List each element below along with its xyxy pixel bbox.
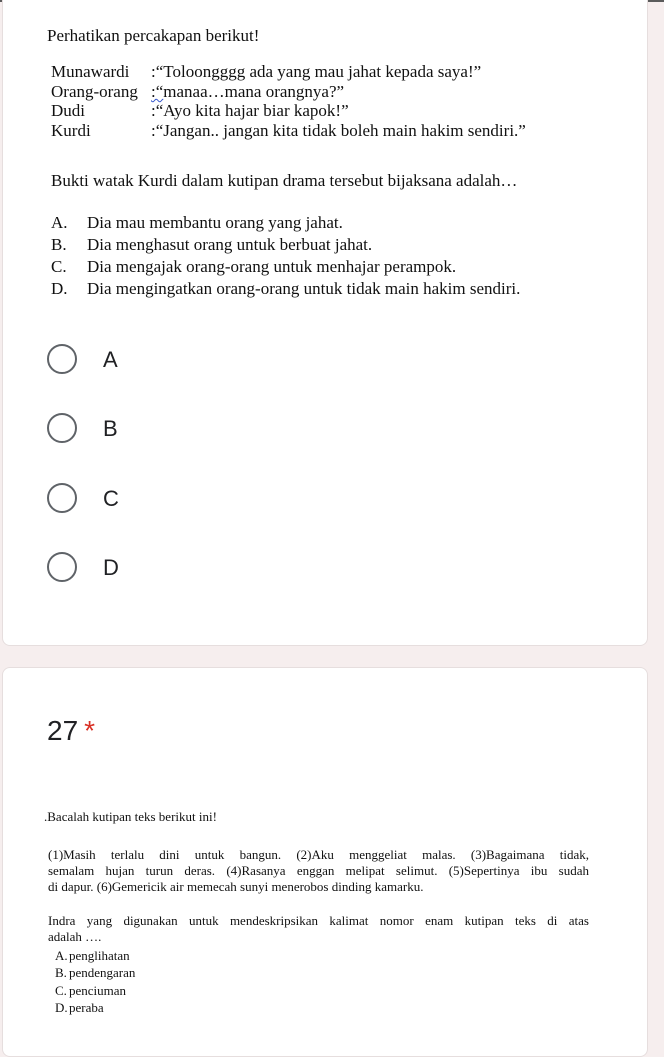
q26-question: Bukti watak Kurdi dalam kutipan drama tersebut bijaksana adalah… [51, 171, 518, 190]
q26-intro: Perhatikan percakapan berikut! [47, 26, 260, 45]
q27-passage-line-2: semalam hujan turun deras. (4)Rasanya enggan melipat selimut. (5)Sepertinya ibu sudah [48, 863, 589, 878]
dialog-speaker: Kurdi [51, 121, 91, 140]
radio-button-icon[interactable] [47, 552, 77, 582]
question-card-26 [2, 0, 648, 646]
q27-option-c: C. penciuman [55, 983, 127, 998]
q27-option-d: D.peraba [55, 1000, 104, 1015]
dialog-speech: :“Ayo kita hajar biar kapok!” [151, 101, 349, 120]
radio-choice-a[interactable] [47, 344, 247, 378]
dialog-speech: :“Jangan.. jangan kita tidak boleh main hakim sendiri.” [151, 121, 526, 140]
dialog-speech [151, 82, 344, 102]
radio-button-icon[interactable] [47, 413, 77, 443]
radio-choice-b[interactable] [47, 413, 247, 447]
q26-option-d: D. Dia mengingatkan orang-orang untuk tidak main hakim sendiri. [51, 279, 521, 298]
q26-option-b: B. Dia menghasut orang untuk berbuat jahat. [51, 235, 373, 254]
radio-choice-c[interactable] [47, 483, 247, 517]
dialog-speech: :“Toloongggg ada yang mau jahat kepada saya!” [151, 62, 482, 81]
dialog-speaker: Orang-orang [51, 82, 138, 101]
q27-passage-line-3: di dapur. (6)Gemericik air memecah sunyi menerobos dinding kamarku. [48, 879, 424, 894]
dialog-speech-rest: manaa…mana orangnya?” [163, 82, 345, 101]
required-asterisk: * [84, 715, 96, 746]
radio-label: B [103, 416, 118, 441]
question-card-27 [2, 667, 648, 1057]
radio-button-icon[interactable] [47, 344, 77, 374]
dialog-speaker: Munawardi [51, 62, 130, 81]
radio-label: C [103, 486, 119, 511]
q27-passage-line-1: (1)Masih terlalu dini untuk bangun. (2)Aku menggeliat malas. (3)Bagaimana tidak, [48, 847, 589, 862]
q26-option-c: C. Dia mengajak orang-orang untuk menhajar perampok. [51, 257, 457, 276]
spellcheck-mark: :“ [151, 82, 164, 101]
q27-option-a: A.penglihatan [55, 948, 130, 963]
dialog-speaker: Dudi [51, 101, 85, 120]
radio-label: A [103, 347, 118, 372]
q26-option-a: A. Dia mau membantu orang yang jahat. [51, 213, 343, 232]
q27-question-line-1: Indra yang digunakan untuk mendeskripsikan kalimat nomor enam kutipan teks di atas [48, 913, 589, 928]
q27-option-b: B. pendengaran [55, 965, 136, 980]
radio-button-icon[interactable] [47, 483, 77, 513]
q27-lead: .Bacalah kutipan teks berikut ini! [44, 809, 217, 824]
radio-choice-d[interactable] [47, 552, 247, 586]
q27-question-line-2: adalah …. [48, 929, 102, 944]
radio-label: D [103, 555, 119, 580]
question-number: 27 * [47, 715, 96, 746]
